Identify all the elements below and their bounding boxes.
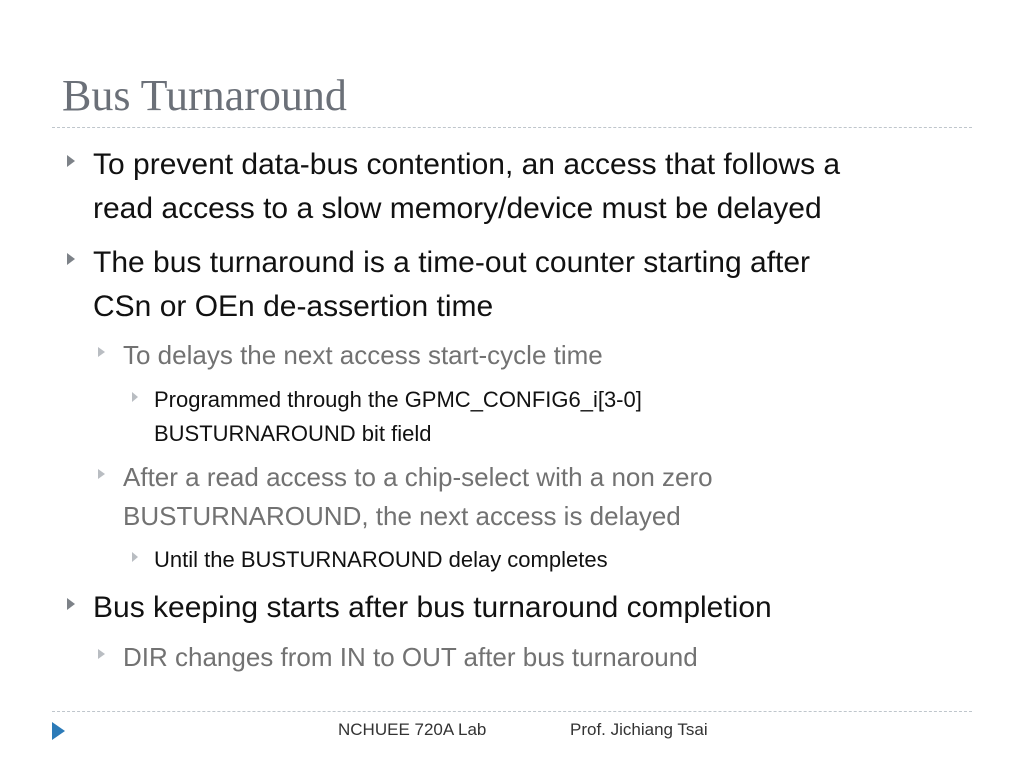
bullet-text-line: Programmed through the GPMC_CONFIG6_i[3-0] bbox=[154, 387, 642, 412]
footer-play-arrow-icon bbox=[52, 722, 65, 740]
sub-sub-bullet-item bbox=[154, 383, 934, 451]
bullet-text-line: Bus keeping starts after bus turnaround completion bbox=[93, 591, 772, 624]
bullet-text-line: After a read access to a chip-select with a non zero bbox=[123, 462, 713, 492]
bullet-text-line: BUSTURNAROUND bit field bbox=[154, 421, 432, 446]
bullet-item bbox=[93, 143, 953, 231]
slide-title: Bus Turnaround bbox=[62, 71, 347, 120]
bullet-triangle-icon bbox=[98, 347, 105, 357]
bullet-text-line: To delays the next access start-cycle time bbox=[123, 340, 603, 370]
bullet-triangle-icon bbox=[98, 469, 105, 479]
bullet-triangle-icon bbox=[67, 598, 75, 610]
bullet-triangle-icon bbox=[67, 253, 75, 265]
bullet-triangle-icon bbox=[132, 552, 138, 562]
bullet-text-line: Until the BUSTURNAROUND delay completes bbox=[154, 547, 608, 572]
bullet-text-line: CSn or OEn de-assertion time bbox=[93, 290, 494, 323]
bullet-text-line: BUSTURNAROUND, the next access is delayed bbox=[123, 501, 681, 531]
bullet-triangle-icon bbox=[132, 392, 138, 402]
bullet-item bbox=[93, 586, 953, 630]
bullet-triangle-icon bbox=[67, 155, 75, 167]
sub-sub-bullet-item bbox=[154, 543, 934, 577]
footer-lab-label: NCHUEE 720A Lab bbox=[338, 720, 487, 739]
bullet-item bbox=[93, 241, 953, 329]
bullet-text-line: read access to a slow memory/device must be delayed bbox=[93, 192, 822, 225]
sub-bullet-item bbox=[123, 458, 943, 536]
bullet-text-line: The bus turnaround is a time-out counter starting after bbox=[93, 246, 811, 279]
bullet-text-line: DIR changes from IN to OUT after bus turnaround bbox=[123, 642, 698, 672]
sub-bullet-item bbox=[123, 336, 943, 375]
bullet-triangle-icon bbox=[98, 649, 105, 659]
bullet-text-line: To prevent data-bus contention, an access that follows a bbox=[93, 148, 841, 181]
sub-bullet-item bbox=[123, 638, 943, 677]
footer-author-label: Prof. Jichiang Tsai bbox=[570, 720, 708, 739]
footer-divider bbox=[52, 711, 972, 712]
